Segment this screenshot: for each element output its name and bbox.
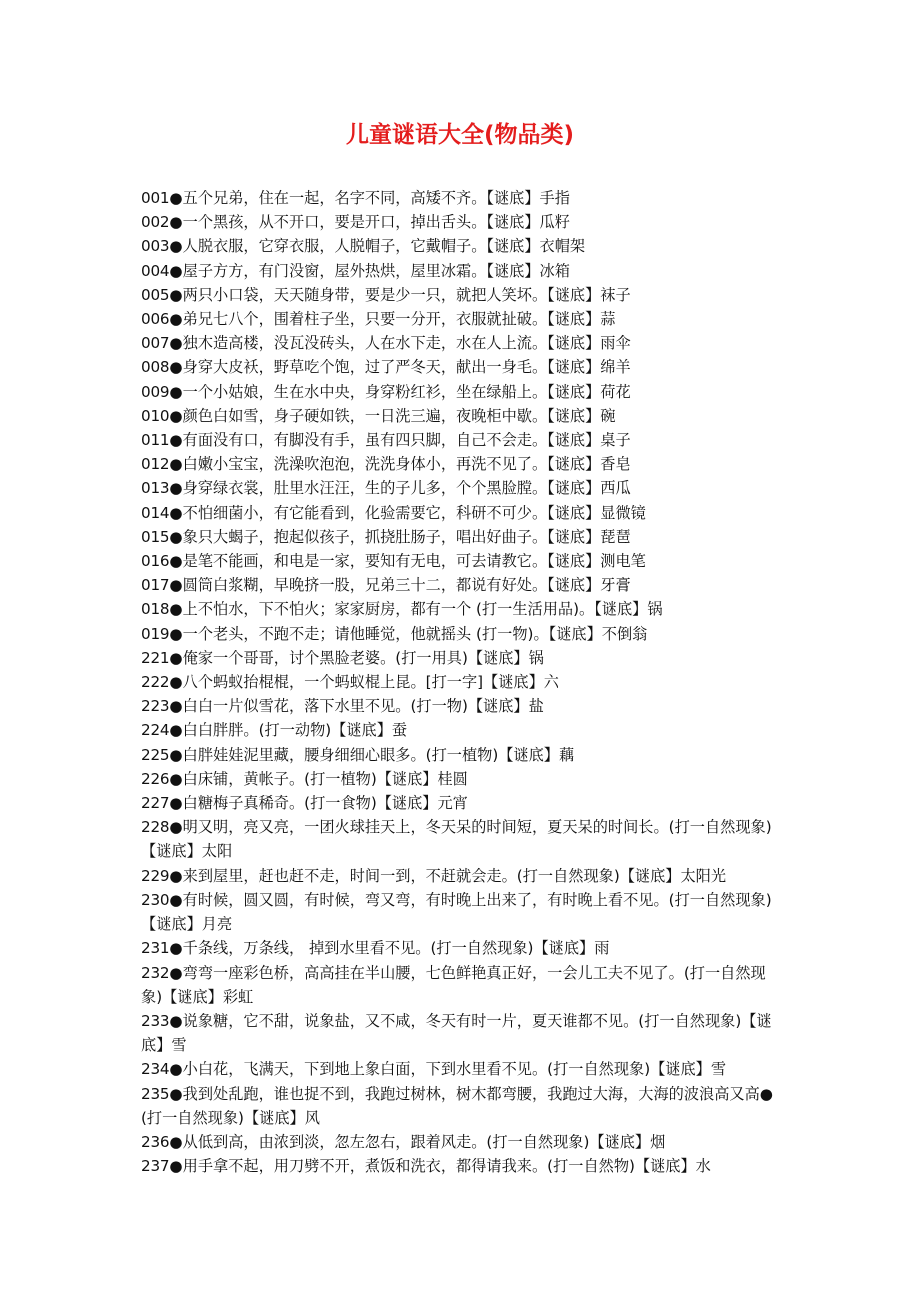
riddle-number: 009	[141, 382, 170, 401]
riddle-item	[141, 864, 786, 888]
riddle-text: ●独木造高楼，没瓦没砖头，人在水下走，水在人上流。【谜底】雨伞	[169, 334, 631, 353]
riddle-number: 016	[141, 552, 170, 571]
riddle-item	[141, 573, 786, 597]
riddle-text: ●一个老头，不跑不走；请他睡觉，他就摇头 (打一物)。【谜底】不倒翁	[169, 624, 648, 643]
riddle-text: ●明又明，亮又亮，一团火球挂天上，冬天呆的时间短，夏天呆的时间长。(打一自然现象)【谜底】太阳	[141, 818, 772, 861]
riddle-number: 228	[141, 818, 170, 837]
riddle-number: 010	[141, 406, 170, 425]
riddle-number: 013	[141, 479, 170, 498]
riddle-text: ●白嫩小宝宝，洗澡吹泡泡，洗洗身体小，再洗不见了。【谜底】香皂	[169, 455, 631, 474]
riddle-number: 012	[141, 455, 170, 474]
riddle-item	[141, 694, 786, 718]
riddle-text: ●象只大蝎子，抱起似孩子，抓挠肚肠子，唱出好曲子。【谜底】琵琶	[169, 527, 631, 546]
riddle-item	[141, 476, 786, 500]
riddle-item	[141, 815, 786, 863]
riddle-item	[141, 1130, 786, 1154]
riddle-number: 223	[141, 697, 170, 716]
riddle-text: ●上不怕水，下不怕火；家家厨房，都有一个 (打一生活用品)。【谜底】锅	[169, 600, 663, 619]
riddle-number: 221	[141, 648, 170, 667]
riddle-text: ●不怕细菌小，有它能看到，化验需要它，科研不可少。【谜底】显微镜	[169, 503, 646, 522]
riddle-number: 003	[141, 237, 170, 256]
riddle-text: ●圆筒白浆糊，早晚挤一股，兄弟三十二，都说有好处。【谜底】牙膏	[169, 576, 631, 595]
riddle-number: 017	[141, 576, 170, 595]
riddle-text: ●有面没有口，有脚没有手，虽有四只脚，自己不会走。【谜底】桌子	[169, 431, 631, 450]
riddle-item	[141, 743, 786, 767]
riddle-number: 014	[141, 503, 170, 522]
riddle-text: ●来到屋里，赶也赶不走，时间一到，不赶就会走。(打一自然现象)【谜底】太阳光	[169, 866, 727, 885]
riddle-text: ●我到处乱跑，谁也捉不到，我跑过树林，树木都弯腰，我跑过大海，大海的波浪高又高●(打一自然现象)【谜底】风	[141, 1084, 774, 1127]
riddle-text: ●人脱衣服，它穿衣服，人脱帽子，它戴帽子。【谜底】衣帽架	[169, 237, 586, 256]
riddle-number: 225	[141, 745, 170, 764]
riddle-number: 005	[141, 285, 170, 304]
riddle-item	[141, 936, 786, 960]
riddle-list	[141, 186, 786, 1178]
riddle-item	[141, 549, 786, 573]
riddle-item	[141, 307, 786, 331]
riddle-number: 235	[141, 1084, 170, 1103]
riddle-number: 224	[141, 721, 170, 740]
riddle-text: ●身穿绿衣裳，肚里水汪汪，生的子儿多，个个黑脸膛。【谜底】西瓜	[169, 479, 631, 498]
riddle-item	[141, 791, 786, 815]
riddle-number: 008	[141, 358, 170, 377]
riddle-text: ●有时候，圆又圆，有时候，弯又弯，有时晚上出来了，有时晚上看不见。(打一自然现象)【谜底】月亮	[141, 890, 772, 934]
riddle-number: 234	[141, 1060, 170, 1079]
riddle-item	[141, 767, 786, 791]
riddle-number: 015	[141, 527, 170, 546]
riddle-item	[141, 355, 786, 379]
riddle-number: 007	[141, 334, 170, 353]
riddle-item	[141, 1082, 786, 1130]
riddle-item	[141, 259, 786, 283]
riddle-text: ●屋子方方，有门没窗，屋外热烘，屋里冰霜。【谜底】冰箱	[169, 261, 570, 280]
riddle-text: ●白胖娃娃泥里藏，腰身细细心眼多。(打一植物)【谜底】藕	[169, 745, 575, 764]
riddle-text: ●千条线，万条线， 掉到水里看不见。(打一自然现象)【谜底】雨	[169, 939, 610, 958]
riddle-item	[141, 234, 786, 258]
riddle-text: ●白床铺，黄帐子。(打一植物)【谜底】桂圆	[169, 769, 468, 788]
riddle-item	[141, 501, 786, 525]
riddle-number: 237	[141, 1157, 170, 1176]
riddle-item	[141, 1154, 786, 1178]
document-title: 儿童谜语大全(物品类)	[345, 122, 575, 148]
riddle-number: 226	[141, 769, 170, 788]
riddle-item	[141, 646, 786, 670]
riddle-text: ●白白一片似雪花，落下水里不见。(打一物)【谜底】盐	[169, 697, 544, 716]
riddle-number: 232	[141, 963, 170, 982]
riddle-text: ●小白花，飞满天，下到地上象白面，下到水里看不见。(打一自然现象)【谜底】雪	[169, 1060, 727, 1079]
riddle-text: ●两只小口袋，天天随身带，要是少一只，就把人笑坏。【谜底】袜子	[169, 285, 631, 304]
riddle-text: ●一个小姑娘，生在水中央，身穿粉红衫，坐在绿船上。【谜底】荷花	[169, 382, 631, 401]
riddle-text: ●说象糖，它不甜，说象盐，又不咸，冬天有时一片，夏天谁都不见。(打一自然现象)【谜底】雪	[141, 1011, 772, 1055]
riddle-item	[141, 525, 786, 549]
riddle-text: ●白白胖胖。(打一动物)【谜底】蚕	[169, 721, 408, 740]
riddle-text: ●一个黑孩，从不开口，要是开口，掉出舌头。【谜底】瓜籽	[169, 213, 570, 232]
riddle-item	[141, 670, 786, 694]
riddle-number: 018	[141, 600, 170, 619]
riddle-number: 019	[141, 624, 170, 643]
riddle-text: ●弯弯一座彩色桥，高高挂在半山腰，七色鲜艳真正好，一会儿工夫不见了。(打一自然现象)【谜底】彩虹	[141, 963, 766, 1006]
riddle-item	[141, 331, 786, 355]
riddle-item	[141, 1057, 786, 1081]
riddle-number: 002	[141, 213, 170, 232]
riddle-text: ●颜色白如雪，身子硬如铁，一日洗三遍，夜晚柜中歇。【谜底】碗	[169, 406, 616, 425]
riddle-number: 236	[141, 1132, 170, 1151]
riddle-item	[141, 622, 786, 646]
riddle-item	[141, 186, 786, 210]
riddle-item	[141, 1009, 786, 1057]
riddle-text: ●俺家一个哥哥，讨个黑脸老婆。(打一用具)【谜底】锅	[169, 648, 544, 667]
riddle-item	[141, 210, 786, 234]
riddle-text: ●是笔不能画，和电是一家，要知有无电，可去请教它。【谜底】测电笔	[169, 552, 646, 571]
riddle-item	[141, 888, 786, 936]
riddle-item	[141, 597, 786, 621]
riddle-number: 227	[141, 794, 170, 813]
riddle-number: 006	[141, 310, 170, 329]
riddle-text: ●身穿大皮袄，野草吃个饱，过了严冬天，献出一身毛。【谜底】绵羊	[169, 358, 631, 377]
riddle-number: 004	[141, 261, 170, 280]
riddle-item	[141, 428, 786, 452]
riddle-number: 001	[141, 189, 170, 207]
riddle-text: ●弟兄七八个，围着柱子坐，只要一分开，衣服就扯破。【谜底】蒜	[169, 310, 616, 329]
riddle-number: 231	[141, 939, 170, 958]
riddle-text: ●从低到高，由浓到淡，忽左忽右，跟着风走。(打一自然现象)【谜底】烟	[169, 1132, 666, 1151]
riddle-text: ●五个兄弟，住在一起，名字不同，高矮不齐。【谜底】手指	[169, 189, 570, 207]
riddle-item	[141, 404, 786, 428]
riddle-number: 011	[141, 431, 170, 450]
riddle-item	[141, 283, 786, 307]
riddle-item	[141, 380, 786, 404]
riddle-text: ●用手拿不起，用刀劈不开，煮饭和洗衣，都得请我来。(打一自然物)【谜底】水	[169, 1157, 711, 1176]
riddle-item	[141, 718, 786, 742]
riddle-text: ●八个蚂蚁抬棍棍，一个蚂蚁棍上昆。[打一字]【谜底】六	[169, 673, 559, 692]
riddle-number: 222	[141, 673, 170, 692]
riddle-item	[141, 452, 786, 476]
riddle-number: 230	[141, 890, 170, 909]
riddle-number: 233	[141, 1011, 170, 1030]
riddle-number: 229	[141, 866, 170, 885]
riddle-text: ●白糖梅子真稀奇。(打一食物)【谜底】元宵	[169, 794, 468, 813]
riddle-item	[141, 961, 786, 1009]
